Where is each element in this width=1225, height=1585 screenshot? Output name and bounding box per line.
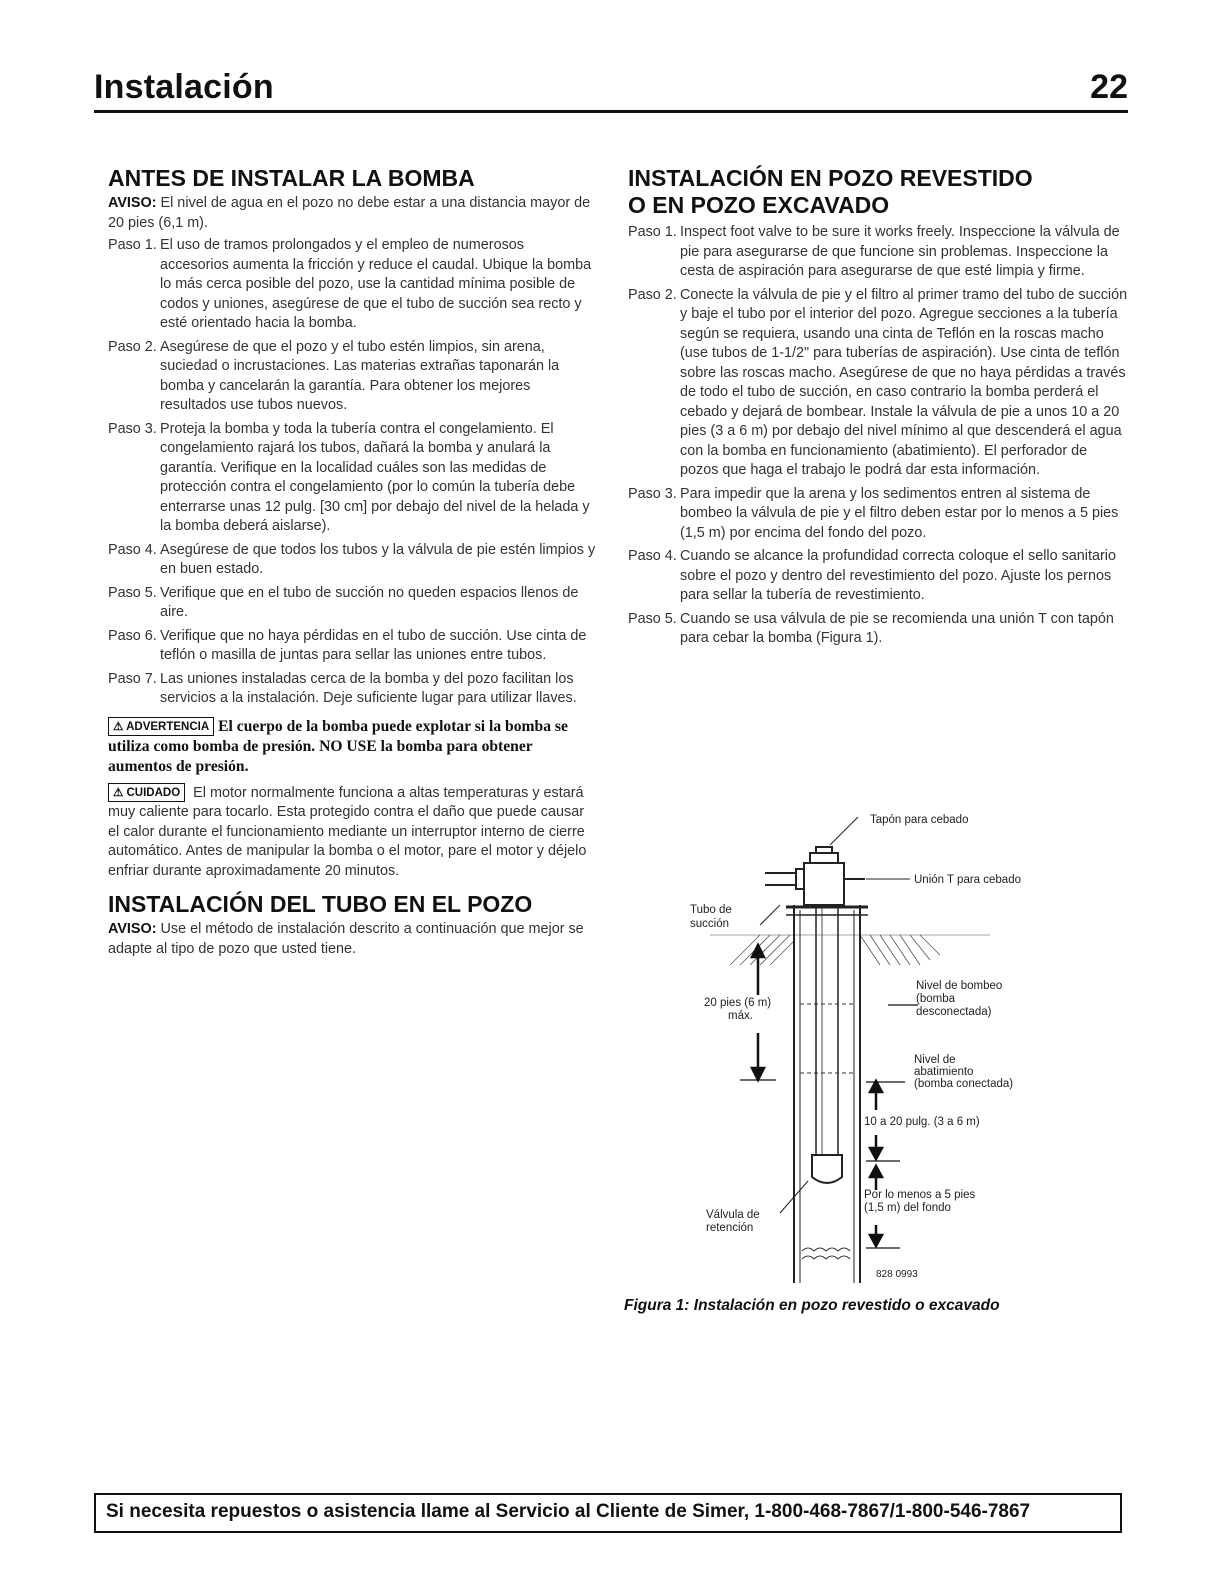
warning-block: [108, 717, 596, 777]
step-label: Paso 1.: [628, 224, 677, 240]
step-text: Conecte la válvula de pie y el filtro al primer tramo del tubo de succión y baje el tubo por el interior del pozo. Agregue secciones a la tubería según se requiera, usando una cinta de Teflón en la roscas macho (use tubos de 1-1/2" para tuberías de aspiración). Use cinta de teflón sobre las roscas macho. Asegúrese de que no haya pérdidas a través de todo el tubo de succión, en caso contrario la bomba perderá el cebado y dejará de bombear. Instale la válvula de pie a unos 10 a 20 pies (3 a 6 m) por debajo del nivel mínimo al que descenderá el agua con la bomba en funcionamiento (abatimiento). El perforador de pozos que haga el trabajo le podrá dar esta información.: [680, 286, 1128, 478]
well-diagram: [690, 805, 1110, 1295]
page-header: [94, 68, 1128, 113]
step-item: [108, 338, 596, 416]
suction-pipe: [816, 905, 838, 1155]
label-pump-level-1: Nivel de bombeo: [916, 980, 1003, 992]
caution-text: El motor normalmente funciona a altas temperaturas y estará muy caliente para tocarlo. Esta protegido contra el daño que puede causar el calor durante el funcionamiento mediante un interruptor interno de cierre automático. Antes de manipular la bomba o el motor, pare el motor y déjelo enfriar durante aproximadamente 20 minutos.: [108, 784, 587, 879]
step-label: Paso 3.: [628, 485, 677, 502]
label-priming-tee: Unión T para cebado: [914, 874, 1021, 886]
well-installation-figure: [690, 805, 1110, 1295]
water-levels: [800, 1004, 854, 1073]
step-label: Paso 2.: [108, 338, 157, 355]
step-item: [628, 610, 1128, 649]
notice: [108, 194, 596, 233]
label-drawdown-1: Nivel de: [914, 1054, 956, 1066]
label-check-valve-2: retención: [706, 1222, 754, 1234]
step-text: Para impedir que la arena y los sedimentos entren al sistema de bombeo la válvula de pie y el filtro deben estar por lo menos a 5 pies (1,5 m) por encima del fondo del pozo.: [680, 485, 1119, 541]
step-label: Paso 1.: [108, 237, 157, 253]
caution-block: [108, 783, 596, 882]
step-label: Paso 7.: [108, 670, 157, 687]
step-item: [108, 420, 596, 537]
step-item: [628, 485, 1128, 544]
label-pump-level-2: (bomba: [916, 993, 955, 1005]
step-text: Asegúrese de que el pozo y el tubo estén limpios, sin arena, suciedad o incrustaciones. Las materias extrañas taponarán la bomba y cancelarán la garantía. Para obtener los mejores resultados use tubos nuevos.: [160, 338, 560, 413]
step-item: [108, 670, 596, 709]
step-label: Paso 4.: [628, 548, 677, 564]
step-label: Paso 3.: [108, 420, 157, 437]
step-text: Verifique que no haya pérdidas en el tubo de succión. Use cinta de teflón o masilla de juntas para sellar las uniones entre tubos.: [160, 627, 587, 663]
label-priming-plug: Tapón para cebado: [870, 814, 969, 826]
label-20ft-2: máx.: [728, 1010, 753, 1022]
notice-2-text: Use el método de instalación descrito a continuación que mejor se adapte al tipo de pozo que usted tiene.: [108, 921, 584, 957]
heading-line-2: O EN POZO EXCAVADO: [628, 192, 890, 218]
step-text: Inspect foot valve to be sure it works freely. Inspeccione la válvula de pie para asegurarse de que funcione sin problemas. Inspeccione la cesta de aspiración para asegurarse de que esté limpia y firme.: [680, 224, 1120, 279]
label-check-valve-1: Válvula de: [706, 1209, 760, 1221]
label-5ft-1: Por lo menos a 5 pies: [864, 1189, 976, 1201]
section-heading-before-install: ANTES DE INSTALAR LA BOMBA: [108, 165, 475, 191]
page-title: Instalación: [94, 68, 274, 106]
label-suction-pipe-1: Tubo de: [690, 904, 732, 916]
section-heading-pipe-install: INSTALACIÓN DEL TUBO EN EL POZO: [108, 891, 533, 917]
label-20ft-1: 20 pies (6 m): [704, 997, 772, 1009]
footer-box: [94, 1493, 1122, 1533]
label-suction-pipe-2: succión: [690, 918, 729, 930]
page-number: 22: [1090, 68, 1128, 106]
label-pump-level-3: desconectada): [916, 1006, 992, 1018]
ground-hatching: [710, 935, 990, 965]
step-text: El uso de tramos prolongados y el empleo de numerosos accesorios aumenta la fricción y reduce el caudal. Ubique la bomba lo más cerca posible del pozo, use la cantidad mínima posible de codos y uniones, asegúrese de que el tubo de succión sea recto y esté orientado hacia la bomba.: [160, 237, 592, 331]
step-label: Paso 2.: [628, 286, 677, 303]
step-item: [628, 223, 1128, 282]
figure-caption: Figura 1: Instalación en pozo revestido o excavado: [624, 1297, 1000, 1314]
step-label: Paso 5.: [628, 610, 677, 627]
step-label: Paso 5.: [108, 584, 157, 601]
notice-2: [108, 920, 596, 959]
notice-label: AVISO:: [108, 195, 157, 211]
label-drawdown-2: abatimiento: [914, 1066, 974, 1078]
heading-line-1: INSTALACIÓN EN POZO REVESTIDO: [628, 165, 1033, 191]
steps-list-right: [628, 223, 1128, 649]
step-text: Las uniones instaladas cerca de la bomba y del pozo facilitan los servicios a la instalación. Deje suficiente lugar para utilizar llaves.: [160, 670, 577, 706]
notice-2-label: AVISO:: [108, 921, 157, 937]
right-column: [628, 165, 1128, 653]
label-5ft-2: (1,5 m) del fondo: [864, 1202, 951, 1214]
warning-badge: ⚠ ADVERTENCIA: [108, 717, 214, 736]
step-text: Asegúrese de que todos los tubos y la válvula de pie estén limpios y en buen estado.: [160, 541, 596, 577]
step-text: Cuando se alcance la profundidad correcta coloque el sello sanitario sobre el pozo y dentro del revestimiento del pozo. Ajuste los pernos para sellar la tubería de revestimiento.: [680, 548, 1116, 603]
label-figure-code: 828 0993: [876, 1269, 918, 1280]
caution-badge: ⚠ CUIDADO: [108, 783, 185, 802]
steps-list-left: [108, 236, 596, 709]
pump-head: [765, 847, 865, 905]
label-10-20in: 10 a 20 pulg. (3 a 6 m): [864, 1116, 980, 1128]
section-heading-cased-well: [628, 165, 1128, 219]
notice-text: El nivel de agua en el pozo no debe estar a una distancia mayor de 20 pies (6,1 m).: [108, 195, 591, 231]
step-item: [628, 286, 1128, 481]
step-item: [628, 547, 1128, 606]
step-item: [108, 627, 596, 666]
step-label: Paso 4.: [108, 541, 157, 558]
step-text: Verifique que en el tubo de succión no queden espacios llenos de aire.: [160, 584, 579, 620]
step-item: [108, 236, 596, 334]
left-column: [108, 165, 596, 962]
well-casing: [786, 905, 868, 1283]
step-text: Proteja la bomba y toda la tubería contra el congelamiento. El congelamiento rajará los tubos, dañará la bomba y anulará la garantía. Verifique en la localidad cuáles son las medidas de protección contra el congelamiento (por lo común la tubería debe enterrarse unas 12 pulg. [30 cm] por debajo del nivel de la helada y la bomba deberá aislarse).: [160, 420, 590, 534]
warning-text: El cuerpo de la bomba puede explotar si la bomba se utiliza como bomba de presión. NO USE la bomba para obtener aumentos de presión.: [108, 717, 568, 775]
step-item: [108, 584, 596, 623]
step-item: [108, 541, 596, 580]
foot-valve: [812, 1155, 842, 1183]
footer-text: Si necesita repuestos o asistencia llame al Servicio al Cliente de Simer, 1-800-468-7867/1-800-546-7867: [106, 1501, 1031, 1522]
step-label: Paso 6.: [108, 627, 157, 644]
gravel: [802, 1248, 850, 1259]
label-drawdown-3: (bomba conectada): [914, 1078, 1014, 1090]
step-text: Cuando se usa válvula de pie se recomienda una unión T con tapón para cebar la bomba (Figura 1).: [680, 610, 1114, 646]
